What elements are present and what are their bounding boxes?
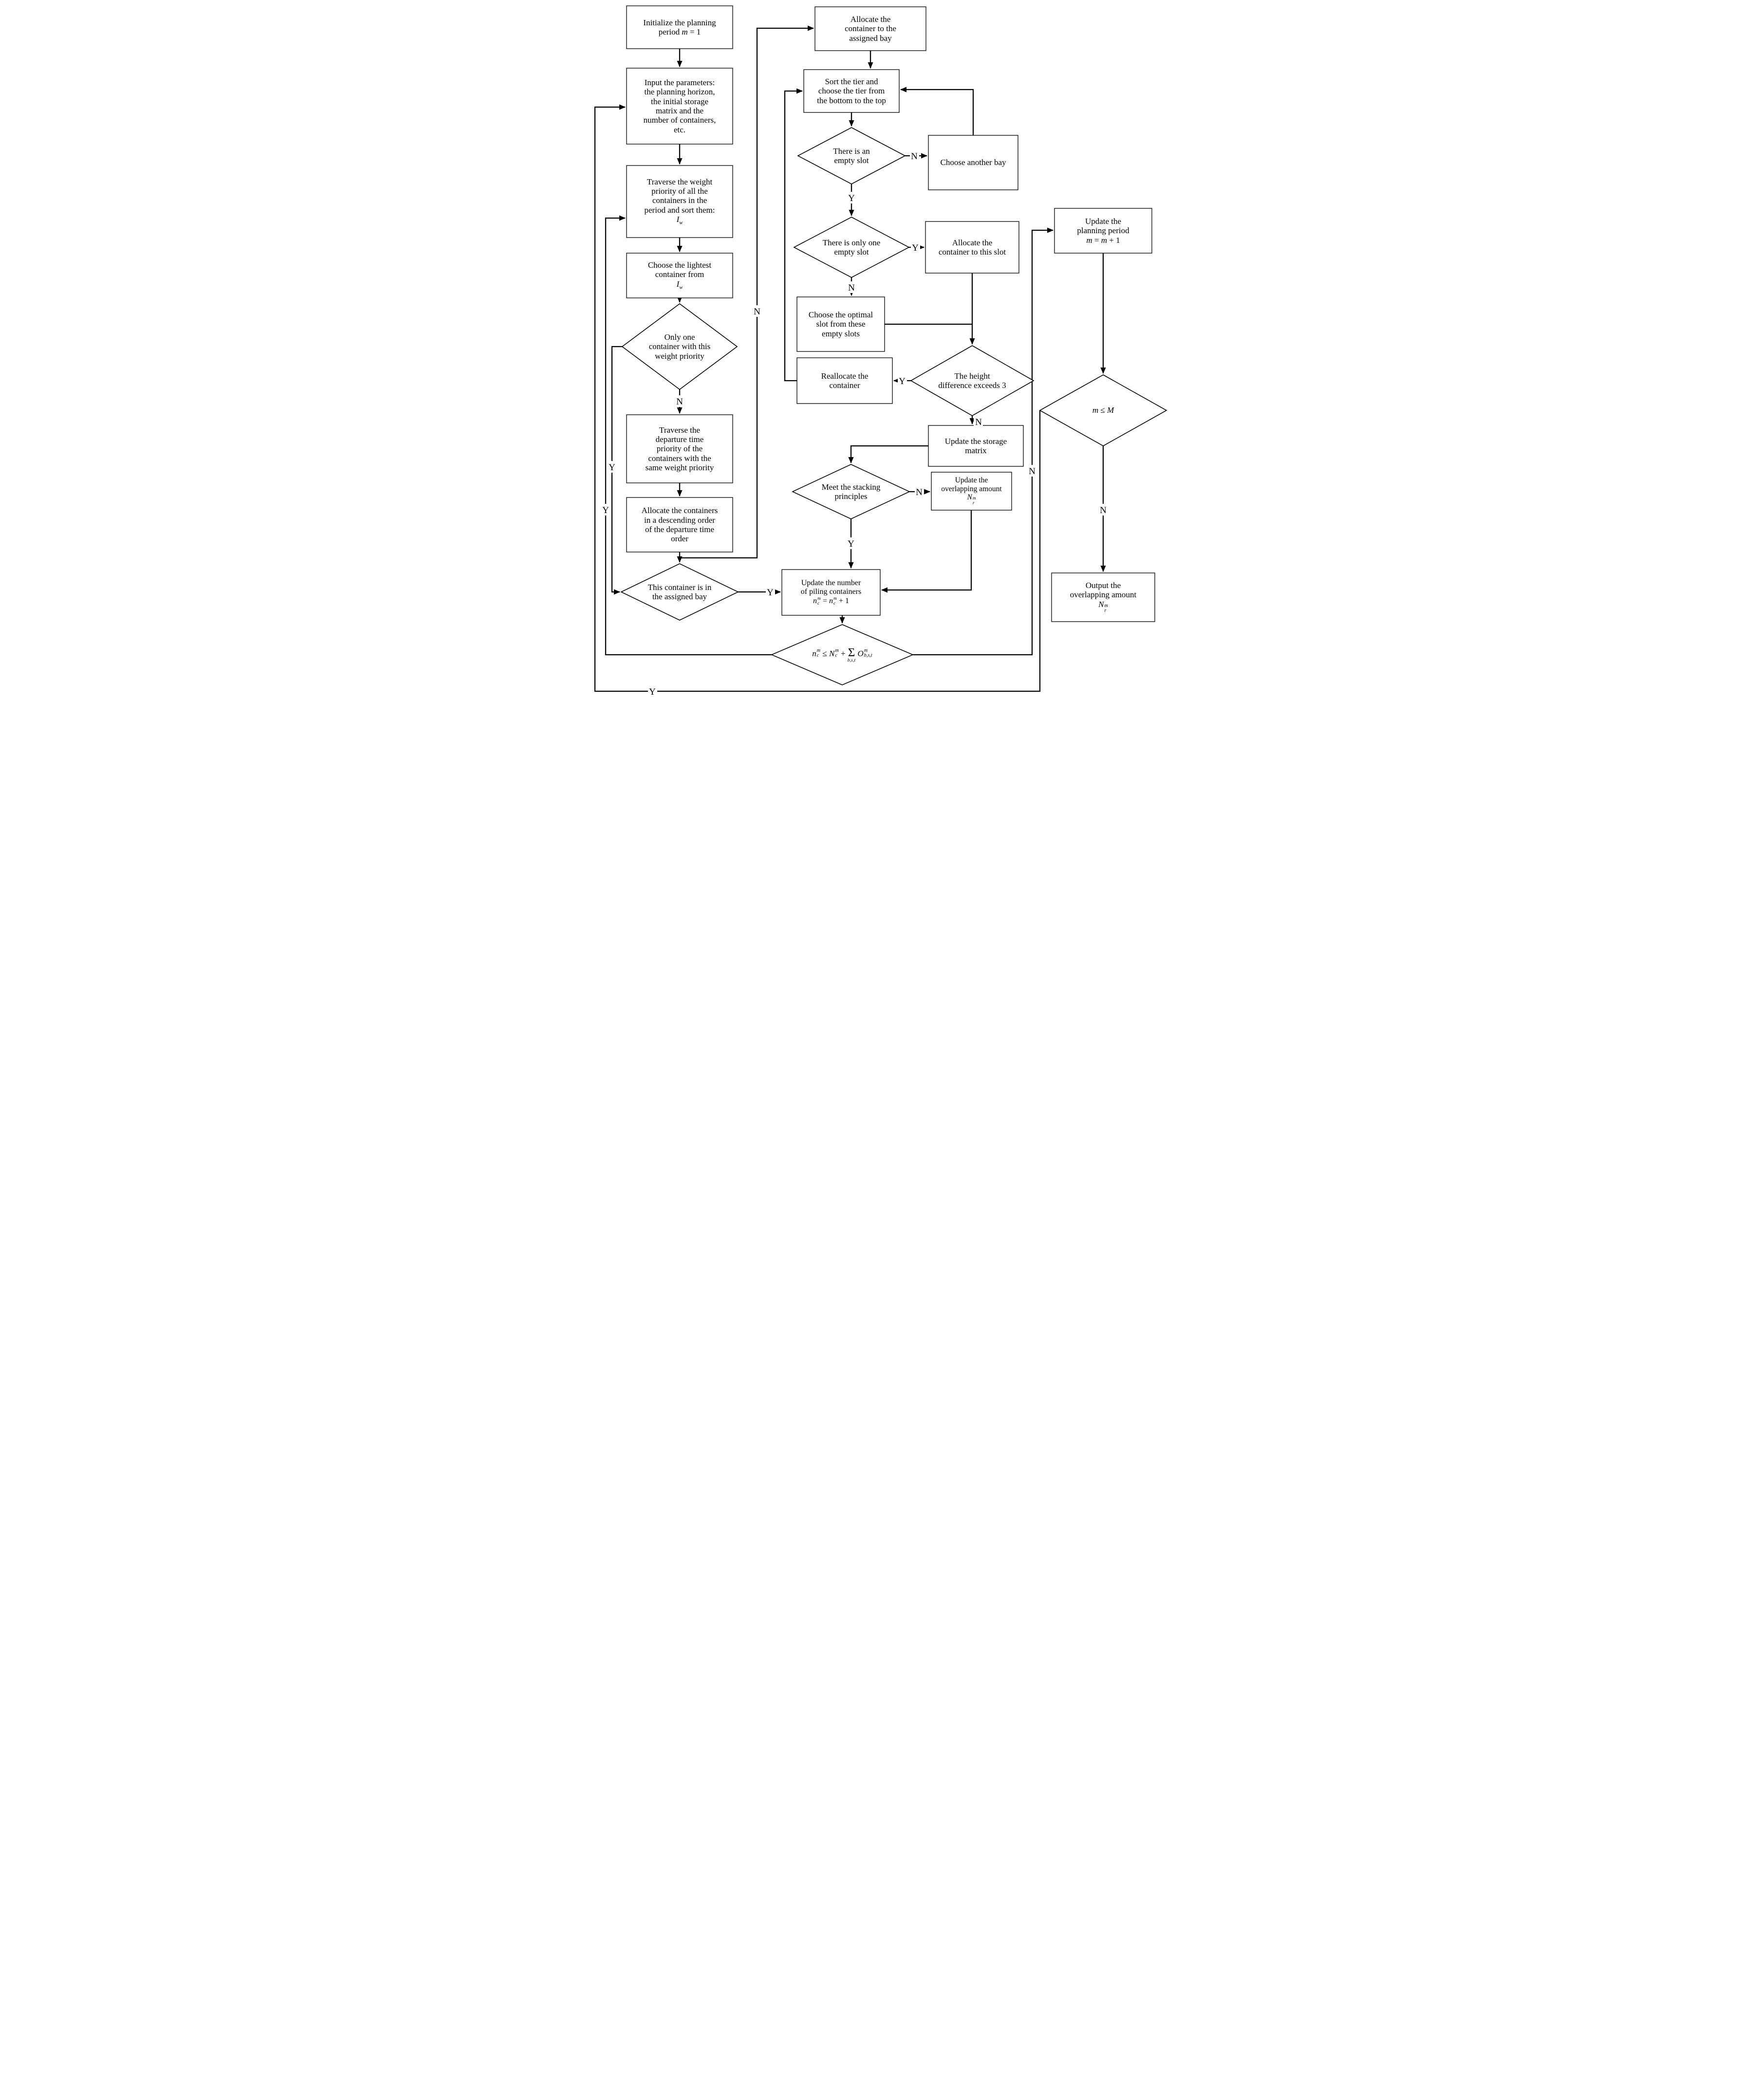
math-var: n	[813, 597, 817, 606]
math-tail: + 1	[838, 597, 849, 606]
math-op: ≤	[822, 648, 827, 658]
svg-text:N: N	[848, 283, 855, 293]
node-line: There is only one	[822, 238, 881, 247]
node-line: Choose another bay	[940, 158, 1006, 167]
node-line: Allocate the containers	[641, 506, 718, 516]
decision-container-in-bay-text	[626, 573, 733, 610]
node-line: containers in the	[652, 196, 707, 205]
node-line: the assigned bay	[652, 592, 707, 601]
decision-height-difference-text	[921, 362, 1024, 399]
node-line: the planning horizon,	[644, 87, 715, 97]
edge-choose-another-bay-to-sort-tier	[901, 90, 973, 135]
node-input-parameters-text	[628, 69, 732, 143]
node-line: Reallocate the	[821, 371, 869, 381]
label-in-bay-Y	[766, 586, 775, 598]
svg-text:Y: Y	[848, 539, 854, 549]
math-var: n	[812, 648, 816, 658]
node-line: Update the	[1085, 216, 1122, 226]
math-sub: c	[833, 601, 836, 607]
math-sigma-sub: b,s,t	[847, 658, 856, 663]
math-sup: m	[816, 647, 821, 653]
svg-text:N: N	[754, 307, 760, 317]
math-op: ≤	[1100, 405, 1105, 415]
math-var: m	[1086, 235, 1092, 245]
decision-only-one-container-text	[631, 318, 728, 375]
node-line: weight priority	[655, 351, 704, 361]
flowchart-page	[586, 0, 1171, 700]
math-sup: m	[835, 647, 839, 653]
decision-empty-slot-text	[808, 137, 895, 174]
node-line: Traverse the	[659, 425, 700, 435]
node-line: container with this	[648, 342, 711, 351]
label-m-le-M-N	[1099, 504, 1108, 516]
node-line: This container is in	[647, 582, 712, 592]
math-var: I	[676, 215, 680, 224]
math-var: m	[682, 27, 688, 37]
math-var: m	[1092, 405, 1099, 415]
node-line: period	[658, 27, 680, 37]
node-choose-another-bay-text	[929, 136, 1017, 189]
node-line: of piling containers	[800, 587, 862, 596]
node-line: Update the storage	[944, 436, 1007, 446]
label-stacking-Y	[847, 537, 856, 549]
math-var: m	[1101, 235, 1108, 245]
node-line: period and sort them:	[644, 205, 715, 215]
label-empty-slot-N	[910, 150, 919, 162]
node-line: the bottom to the top	[817, 95, 886, 105]
label-in-bay-N	[753, 305, 762, 317]
math-var: O	[857, 648, 864, 658]
svg-text:Y: Y	[649, 687, 656, 697]
node-line: Update the number	[801, 578, 861, 587]
label-one-empty-N	[847, 281, 856, 293]
math-var: N	[1098, 599, 1104, 609]
math-sup: m	[817, 596, 821, 602]
node-line: priority of all the	[651, 186, 708, 196]
node-update-overlapping-amount-text	[932, 473, 1011, 509]
label-only-one-Y	[608, 461, 617, 473]
math-var: N	[967, 493, 972, 502]
node-line: Only one	[664, 332, 695, 342]
svg-text:N: N	[911, 151, 918, 162]
math-eq: =	[822, 597, 827, 606]
node-reallocate-text	[798, 359, 891, 403]
svg-text:Y: Y	[899, 376, 906, 387]
node-line: priority of the	[656, 444, 703, 454]
node-line: Allocate the	[952, 238, 993, 247]
svg-text:Y: Y	[602, 505, 609, 516]
math-sup: m	[1104, 603, 1108, 608]
math-var: M	[1107, 405, 1114, 415]
node-line: of the departure time	[645, 525, 715, 534]
decision-capacity-check-text	[786, 634, 898, 675]
node-line: in a descending order	[644, 515, 715, 525]
node-line: Traverse the weight	[647, 177, 713, 186]
node-line: departure time	[655, 434, 704, 444]
label-height-diff-Y	[898, 375, 907, 387]
svg-text:N: N	[975, 417, 982, 427]
node-line: overlapping amount	[941, 484, 1002, 493]
node-line: empty slots	[822, 329, 860, 338]
node-line: Choose the lightest	[647, 260, 712, 270]
node-line: Output the	[1085, 580, 1121, 590]
math-tail: + 1	[1109, 235, 1120, 245]
label-m-le-M-Y	[648, 685, 657, 697]
node-line: assigned bay	[849, 33, 892, 43]
math-eq: = 1	[689, 27, 701, 37]
node-line: principles	[834, 492, 868, 501]
node-line: overlapping amount	[1070, 590, 1137, 600]
math-var: I	[676, 279, 680, 289]
node-line: matrix	[965, 446, 987, 455]
node-traverse-departure-text	[628, 416, 732, 482]
node-line: etc.	[673, 125, 686, 134]
decision-m-le-M-text	[1069, 396, 1137, 425]
node-line: empty slot	[834, 156, 869, 165]
label-empty-slot-Y	[847, 192, 856, 203]
node-line: Update the	[955, 476, 988, 485]
math-sub: c	[835, 653, 837, 659]
node-line: same weight priority	[645, 463, 714, 473]
node-line: container to the	[845, 24, 896, 34]
math-sub: b,s,t	[864, 653, 872, 659]
node-update-piling-text	[783, 571, 879, 614]
node-line: There is an	[833, 146, 870, 156]
svg-text:Y: Y	[609, 462, 615, 473]
label-only-one-N	[675, 395, 684, 407]
math-sub: c	[817, 601, 820, 607]
node-update-storage-matrix-text	[929, 426, 1022, 465]
node-line: number of containers,	[643, 115, 716, 125]
edge-update-overlap-to-update-piling	[882, 510, 971, 590]
math-sigma: Σ	[848, 645, 855, 659]
svg-text:N: N	[1100, 505, 1107, 516]
node-line: Sort the tier and	[825, 76, 878, 86]
label-stacking-N	[915, 486, 924, 497]
math-sub: c	[816, 653, 819, 659]
node-line: Meet the stacking	[821, 482, 881, 492]
node-allocate-descending-text	[628, 498, 732, 551]
flowchart-svg	[586, 0, 1171, 700]
svg-text:N: N	[916, 487, 923, 497]
svg-text:Y: Y	[767, 588, 774, 598]
decision-stacking-principles-text	[802, 473, 900, 510]
label-capacity-Y	[601, 504, 610, 516]
math-sup: m	[833, 596, 837, 602]
math-var: n	[829, 597, 833, 606]
node-line: Choose the optimal	[808, 310, 873, 319]
node-line: empty slot	[834, 247, 869, 257]
math-sup: m	[972, 496, 976, 501]
node-choose-lightest-text	[628, 254, 732, 297]
math-eq: =	[1094, 235, 1099, 245]
node-choose-optimal-slot-text	[798, 298, 884, 350]
node-update-period-text	[1055, 209, 1151, 252]
node-line: container from	[655, 270, 704, 279]
label-height-diff-N	[974, 417, 983, 427]
label-capacity-N	[1028, 465, 1037, 477]
node-line: matrix and the	[655, 106, 704, 115]
decision-only-one-empty-slot-text	[803, 229, 900, 266]
node-line: Input the parameters:	[644, 77, 715, 87]
math-var: N	[829, 648, 835, 658]
node-output-overlapping-text	[1053, 574, 1154, 621]
node-initialize-text	[628, 7, 732, 48]
node-sort-tier-text	[805, 71, 898, 111]
svg-text:Y: Y	[848, 193, 855, 203]
node-line: Initialize the planning	[643, 18, 716, 27]
node-line: slot from these	[816, 319, 866, 329]
node-traverse-weight-text	[628, 166, 732, 237]
node-line: order	[671, 534, 688, 544]
node-line: container	[829, 381, 860, 390]
node-allocate-this-slot-text	[926, 222, 1018, 272]
node-line: difference exceeds 3	[938, 381, 1006, 390]
node-line: Allocate the	[850, 14, 891, 24]
math-sub: w	[679, 220, 683, 226]
node-line: The height	[954, 371, 990, 381]
math-sup: m	[864, 647, 868, 653]
label-one-empty-Y	[911, 241, 920, 253]
node-line: the initial storage	[650, 96, 709, 106]
math-sub: w	[679, 285, 683, 291]
math-op: +	[840, 648, 846, 658]
math-sub: r	[972, 501, 975, 506]
math-sub: r	[1104, 608, 1107, 614]
svg-text:N: N	[1029, 466, 1036, 477]
svg-text:N: N	[676, 397, 683, 407]
node-allocate-assigned-bay-text	[816, 8, 925, 50]
node-line: container to this slot	[938, 247, 1006, 257]
svg-text:Y: Y	[912, 243, 919, 253]
edge-update-storage-to-stacking	[851, 446, 928, 463]
node-line: choose the tier from	[818, 86, 885, 96]
node-line: planning period	[1077, 226, 1129, 236]
node-line: containers with the	[648, 453, 711, 463]
